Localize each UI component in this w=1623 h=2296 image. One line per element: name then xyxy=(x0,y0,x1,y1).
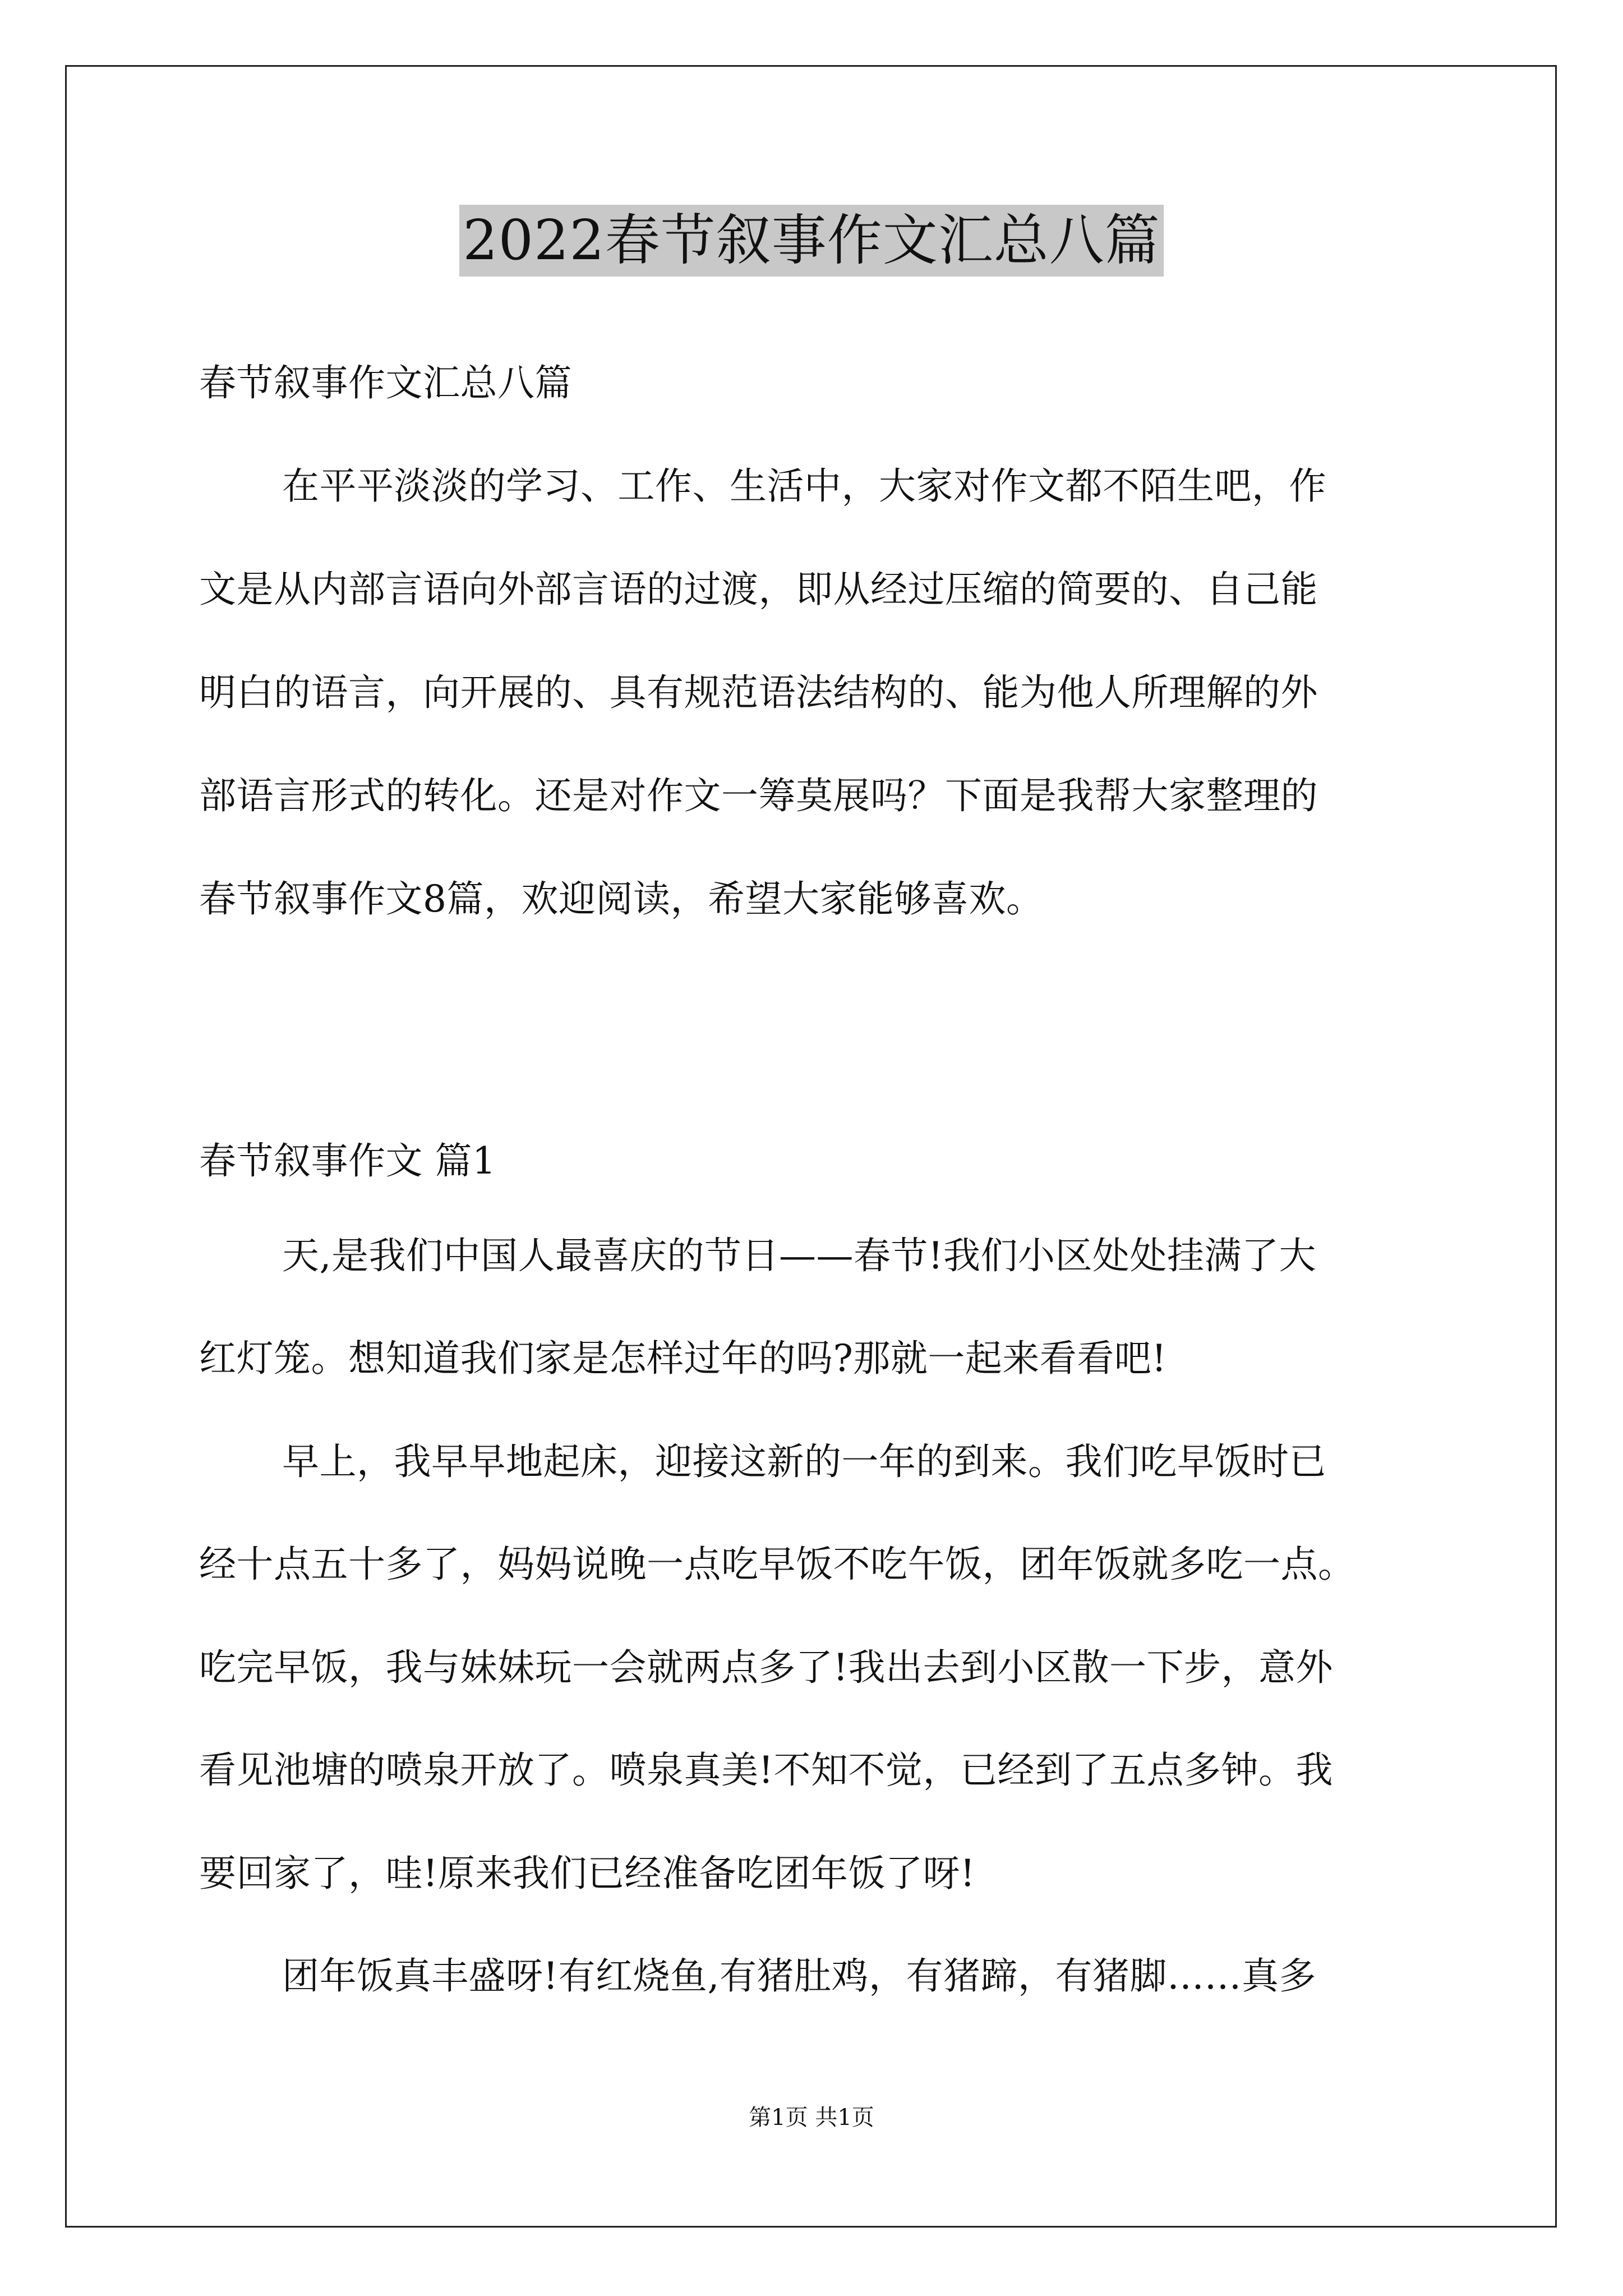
body-paragraph-line: 红灯笼。想知道我们家是怎样过年的吗?那就一起来看看吧! xyxy=(199,1337,1167,1380)
body-paragraph-line: 团年饭真丰盛呀!有红烧鱼,有猪肚鸡，有猪蹄，有猪脚……真多 xyxy=(282,1954,1317,1998)
document-subtitle: 春节叙事作文汇总八篇 xyxy=(199,361,572,404)
body-paragraph-line: 看见池塘的喷泉开放了。喷泉真美!不知不觉，已经到了五点多钟。我 xyxy=(199,1749,1334,1792)
body-paragraph-line: 吃完早饭，我与妹妹玩一会就两点多了!我出去到小区散一下步，意外 xyxy=(199,1646,1334,1689)
page-footer: 第1页 共1页 xyxy=(749,2105,874,2131)
body-paragraph-line: 早上，我早早地起床，迎接这新的一年的到来。我们吃早饭时已 xyxy=(282,1440,1326,1483)
intro-paragraph-line: 文是从内部言语向外部言语的过渡，即从经过压缩的简要的、自己能 xyxy=(199,568,1318,611)
document-title: 2022春节叙事作文汇总八篇 xyxy=(459,205,1163,277)
intro-paragraph-line: 春节叙事作文8篇，欢迎阅读，希望大家能够喜欢。 xyxy=(199,877,1044,921)
section-heading: 春节叙事作文 篇1 xyxy=(199,1139,496,1182)
intro-paragraph-line: 明白的语言，向开展的、具有规范语法结构的、能为他人所理解的外 xyxy=(199,671,1318,714)
title-container xyxy=(0,205,1623,277)
body-paragraph-line: 天,是我们中国人最喜庆的节日——春节!我们小区处处挂满了大 xyxy=(282,1234,1317,1277)
body-paragraph-line: 经十点五十多了，妈妈说晚一点吃早饭不吃午饭，团年饭就多吃一点。 xyxy=(199,1543,1355,1586)
intro-paragraph-line: 部语言形式的转化。还是对作文一筹莫展吗？下面是我帮大家整理的 xyxy=(199,774,1318,817)
intro-paragraph-line: 在平平淡淡的学习、工作、生活中，大家对作文都不陌生吧，作 xyxy=(282,464,1326,508)
body-paragraph-line: 要回家了，哇!原来我们已经准备吃团年饭了呀! xyxy=(199,1852,976,1895)
